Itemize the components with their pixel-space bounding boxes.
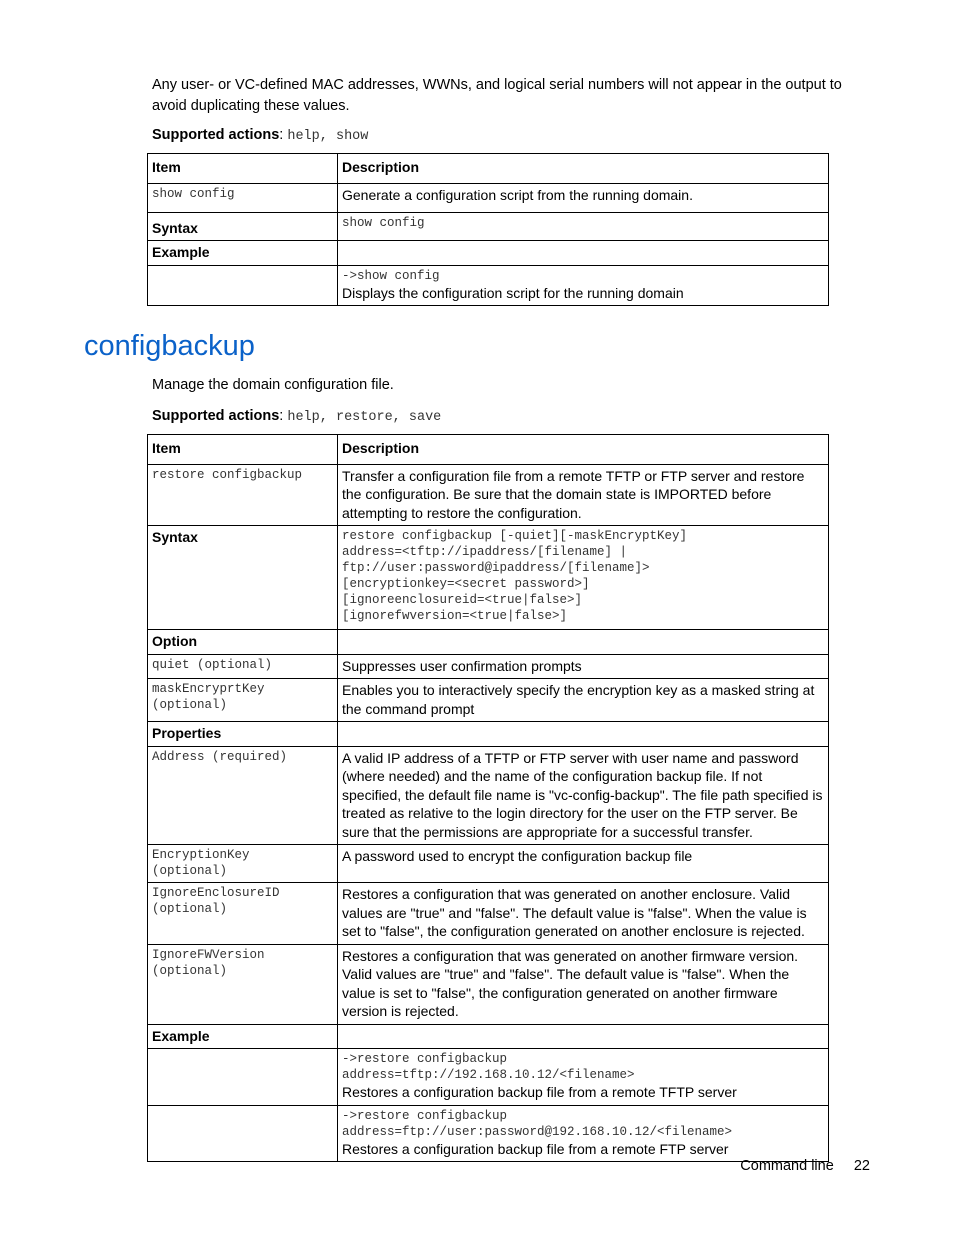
example-label: Example	[148, 241, 338, 266]
property-description: A valid IP address of a TFTP or FTP server with user name and password (where needed) and the name of the configuration backup file. If not specified, the default file name is "vc-config-backup". The file path specified is treated as relative to the login directory for the user on the FTP server. Be sure that the permissions are appropriate for a successful transfer.	[338, 746, 829, 845]
intro-paragraph: Any user- or VC-defined MAC addresses, WWNs, and logical serial numbers will not appear in the output to avoid duplicating these values.	[152, 77, 842, 114]
option-name: maskEncryprtKey	[152, 682, 265, 696]
command-description: Generate a configuration script from the running domain.	[338, 183, 829, 212]
option-label-row	[148, 630, 829, 655]
example-row	[148, 1105, 829, 1162]
header-description: Description	[338, 154, 829, 184]
footer-section: Command line	[740, 1158, 834, 1174]
property-description: Restores a configuration that was generated on another enclosure. Valid values are "true" and "false". The default value is "false". When the value is set to "false", the configuration generated on another enclosure is rejected.	[338, 883, 829, 945]
example-description: Restores a configuration backup file from a remote TFTP server	[342, 1084, 737, 1100]
example-command: ->restore configbackup	[342, 1108, 508, 1123]
table-row	[148, 654, 829, 679]
properties-label-row	[148, 722, 829, 747]
page-footer	[740, 1158, 870, 1174]
table-row	[148, 746, 829, 845]
example-label-row	[148, 1024, 829, 1049]
example-row	[148, 265, 829, 306]
example-command: address=tftp://192.168.10.12/<filename>	[342, 1068, 635, 1082]
show-config-table	[147, 153, 829, 306]
supported-actions-values: help, restore, save	[287, 410, 442, 425]
property-qualifier: (optional)	[152, 963, 228, 978]
syntax-line: [encryptionkey=<secret password>]	[342, 577, 590, 591]
table-header-row	[148, 435, 829, 465]
table-row	[148, 845, 829, 883]
property-qualifier: (optional)	[152, 902, 228, 916]
syntax-line: address=<tftp://ipaddress/[filename] |	[342, 545, 628, 559]
syntax-line: ftp://user:password@ipaddress/[filename]>	[342, 561, 650, 575]
example-description: Restores a configuration backup file from a remote FTP server	[342, 1140, 729, 1157]
example-command: ->show config	[342, 268, 440, 283]
syntax-row	[148, 212, 829, 241]
option-qualifier: (optional)	[152, 698, 228, 712]
header-item: Item	[148, 435, 338, 465]
header-description: Description	[338, 435, 829, 465]
header-item: Item	[148, 154, 338, 184]
supported-actions-label: Supported actions	[152, 127, 280, 143]
table-row	[148, 944, 829, 1024]
example-label: Example	[148, 1024, 338, 1049]
property-name: EncryptionKey	[152, 848, 250, 862]
option-label: Option	[148, 630, 338, 655]
command-name: show config	[152, 186, 235, 201]
property-description: Restores a configuration that was generated on another firmware version. Valid values are "true" and "false". The default value is "false". When the value is set to "false", the configuration generated on another firmware version is rejected.	[338, 944, 829, 1024]
supported-actions-label: Supported actions	[152, 408, 280, 424]
syntax-line: [ignorefwversion=<true|false>]	[342, 609, 568, 623]
section-heading-configbackup: configbackup	[84, 330, 255, 362]
syntax-value: show config	[342, 215, 425, 230]
table-header-row	[148, 154, 829, 184]
example-row	[148, 1049, 829, 1106]
table-row	[148, 464, 829, 526]
table-row	[148, 183, 829, 212]
example-command: ->restore configbackup	[342, 1052, 508, 1066]
option-description: Enables you to interactively specify the encryption key as a masked string at the command prompt	[338, 679, 829, 722]
example-description: Displays the configuration script for the running domain	[342, 284, 684, 301]
property-name: IgnoreEnclosureID	[152, 886, 280, 900]
example-label-row	[148, 241, 829, 266]
syntax-label: Syntax	[148, 526, 338, 630]
command-name: restore configbackup	[152, 467, 303, 482]
supported-actions-show-config: Supported actions: help, show	[152, 127, 369, 144]
example-command: address=ftp://user:password@192.168.10.12/<filename>	[342, 1124, 733, 1139]
property-description: A password used to encrypt the configuration backup file	[338, 845, 829, 883]
supported-actions-values: help, show	[287, 129, 369, 144]
option-description: Suppresses user confirmation prompts	[338, 654, 829, 679]
property-name: Address (required)	[152, 749, 288, 764]
syntax-line: restore configbackup [-quiet][-maskEncryptKey]	[342, 529, 688, 543]
page-number: 22	[853, 1158, 870, 1174]
command-description: Transfer a configuration file from a remote TFTP or FTP server and restore the configuration. Be sure that the domain state is IMPORTED before attempting to restore the configuration.	[338, 464, 829, 526]
configbackup-table	[147, 434, 829, 1162]
property-name: IgnoreFWVersion	[152, 947, 265, 962]
syntax-label: Syntax	[148, 212, 338, 241]
table-row	[148, 883, 829, 945]
syntax-row	[148, 526, 829, 630]
property-qualifier: (optional)	[152, 864, 228, 878]
option-name: quiet (optional)	[152, 657, 273, 672]
syntax-line: [ignoreenclosureid=<true|false>]	[342, 593, 583, 607]
table-row	[148, 679, 829, 722]
supported-actions-configbackup: Supported actions: help, restore, save	[152, 408, 442, 425]
properties-label: Properties	[148, 722, 338, 747]
section-summary: Manage the domain configuration file.	[152, 377, 394, 393]
